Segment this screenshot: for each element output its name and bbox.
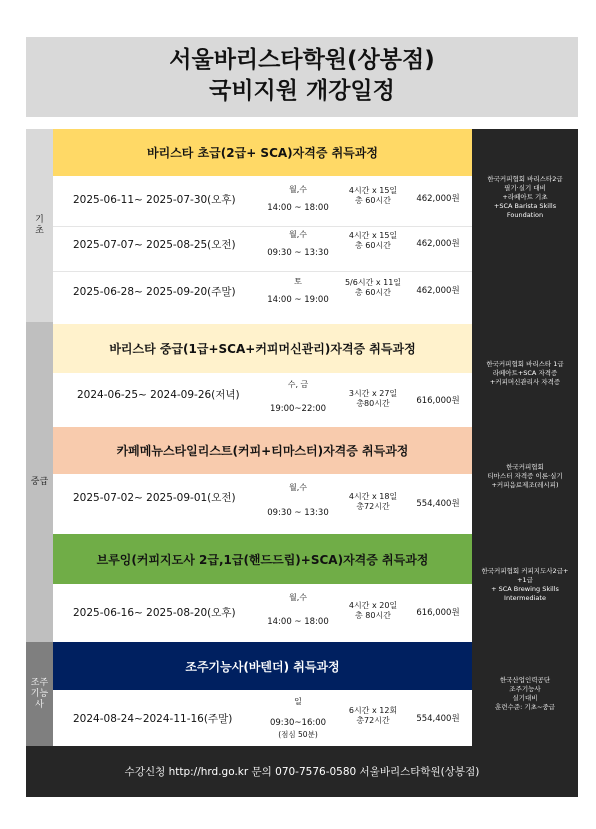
session-time: 09:30 ~ 13:30 xyxy=(267,508,329,518)
description-line: +커피머신관리사 자격증 xyxy=(489,378,561,386)
description-line: +SCA Barista Skills xyxy=(493,202,557,210)
session-days: 월,수 xyxy=(289,185,307,194)
session-days: 일 xyxy=(294,697,302,706)
description-line: +커피음료제조(레시피) xyxy=(491,481,559,489)
description-line: 실기대비 xyxy=(512,694,538,702)
session-price: 462,000원 xyxy=(416,239,460,249)
session-hours-total: 총80시간 xyxy=(356,399,390,408)
session-dates: 2024-06-25~ 2024-09-26(저녁) xyxy=(77,389,240,401)
session-dates: 2024-08-24~2024-11-16(주말) xyxy=(73,713,233,725)
session-hours-total: 총 60시간 xyxy=(355,288,391,297)
course-title: 조주기능사(바텐더) 취득과정 xyxy=(185,659,340,674)
category-intermediate-label: 중급 xyxy=(30,476,49,487)
session-row xyxy=(53,584,472,634)
course-title: 브루잉(커피지도사 2급,1급(핸드드립)+SCA)자격증 취득과정 xyxy=(96,552,429,567)
course-header-barista-basic xyxy=(53,129,472,176)
description-line: 라떼아트+SCA 자격증 xyxy=(492,369,558,377)
session-hours xyxy=(333,492,413,512)
course-title: 카페메뉴스타일리스트(커피+티마스터)자격증 취득과정 xyxy=(116,444,409,458)
session-hours-detail: 4시간 x 15일 xyxy=(348,186,398,195)
category-bartender-line: 조주 xyxy=(30,677,49,688)
description-line: 티마스터 자격증 이론·실기 xyxy=(487,472,563,480)
course-header-bartender xyxy=(53,642,472,690)
session-hours-detail: 3시간 x 27일 xyxy=(348,389,398,398)
session-time: 14:00 ~ 18:00 xyxy=(267,203,329,213)
course-header-barista-intermediate xyxy=(53,324,472,373)
course-description-panel xyxy=(472,129,578,322)
session-time: 14:00 ~ 19:00 xyxy=(267,295,329,305)
session-price: 554,400원 xyxy=(416,499,460,509)
session-price: 462,000원 xyxy=(416,194,460,204)
course-description-panel xyxy=(472,427,578,533)
session-days: 수, 금 xyxy=(287,380,309,389)
session-hours-total: 총 60시간 xyxy=(355,241,391,250)
session-time-range: 09:30~16:00 xyxy=(269,718,327,728)
category-basic xyxy=(26,129,53,322)
session-row xyxy=(53,223,472,273)
session-days: 월,수 xyxy=(289,483,307,492)
category-bartender-line: 사 xyxy=(35,699,44,710)
session-price: 616,000원 xyxy=(416,396,460,406)
session-time xyxy=(258,718,338,740)
category-basic-char: 기 xyxy=(35,214,44,225)
description-line: 한국커피협회 xyxy=(506,463,544,471)
session-hours xyxy=(333,601,413,621)
description-line: + SCA Brewing Skills xyxy=(491,585,559,593)
session-row xyxy=(53,690,472,746)
session-hours xyxy=(333,186,413,206)
session-row xyxy=(53,373,472,423)
description-line: 훈련수준: 기초~중급 xyxy=(495,703,555,711)
category-bartender-line: 기능 xyxy=(30,688,49,699)
session-row xyxy=(53,476,472,526)
description-line: 한국산업인력공단 xyxy=(499,676,551,684)
description-line: Foundation xyxy=(506,211,544,219)
session-price: 554,400원 xyxy=(416,714,460,724)
session-days: 토 xyxy=(294,277,302,286)
session-hours-detail: 4시간 x 20일 xyxy=(348,601,398,610)
description-line: +라떼아트 기초 xyxy=(502,193,548,201)
category-basic-char: 초 xyxy=(35,225,44,236)
description-line: 한국커피협회 바리스타2급 xyxy=(487,175,563,183)
title-banner xyxy=(26,37,578,117)
session-dates: 2025-06-11~ 2025-07-30(오후) xyxy=(73,194,236,206)
session-dates: 2025-07-07~ 2025-08-25(오전) xyxy=(73,239,236,251)
description-line: 한국커피협회 커피지도사2급+ xyxy=(481,567,569,575)
footer-contact-bar xyxy=(26,746,578,797)
session-hours-total: 총72시간 xyxy=(356,716,390,725)
course-title: 바리스타 중급(1급+SCA+커피머신관리)자격증 취득과정 xyxy=(109,342,416,356)
session-time: 09:30 ~ 13:30 xyxy=(267,248,329,258)
session-days: 월,수 xyxy=(289,593,307,602)
session-hours-total: 총 80시간 xyxy=(355,611,391,620)
session-time: 14:00 ~ 18:00 xyxy=(267,617,329,627)
session-days: 월,수 xyxy=(289,230,307,239)
page-subtitle: 국비지원 개강일정 xyxy=(209,78,395,104)
course-description-panel xyxy=(472,533,578,642)
session-hours xyxy=(333,389,413,409)
session-hours xyxy=(333,231,413,251)
course-description-panel xyxy=(472,322,578,427)
session-lunch-note: (점심 50분) xyxy=(278,730,318,739)
category-intermediate xyxy=(26,322,53,642)
session-row xyxy=(53,270,472,320)
description-line: 필기·실기 대비 xyxy=(504,184,546,192)
footer-text: 수강신청 http://hrd.go.kr 문의 070-7576-0580 서울바리스타학원(상봉점) xyxy=(124,766,480,778)
session-row xyxy=(53,178,472,228)
session-hours xyxy=(333,706,413,726)
course-title: 바리스타 초급(2급+ SCA)자격증 취득과정 xyxy=(147,146,378,160)
session-dates: 2025-06-16~ 2025-08-20(오후) xyxy=(73,607,236,619)
session-hours-detail: 4시간 x 18일 xyxy=(348,492,398,501)
session-time: 19:00~22:00 xyxy=(269,404,327,414)
session-price: 462,000원 xyxy=(416,286,460,296)
session-hours-detail: 5/6시간 x 11일 xyxy=(344,278,402,287)
course-header-cafe-menu-stylist xyxy=(53,427,472,474)
session-hours-total: 총72시간 xyxy=(356,502,390,511)
session-dates: 2025-07-02~ 2025-09-01(오전) xyxy=(73,492,236,504)
page-title: 서울바리스타학원(상봉점) xyxy=(169,47,435,73)
course-description-panel xyxy=(472,642,578,746)
session-hours-detail: 6시간 x 12회 xyxy=(348,706,398,715)
course-header-brewing xyxy=(53,534,472,584)
session-hours-detail: 4시간 x 15일 xyxy=(348,231,398,240)
description-line: 한국커피협회 바리스타 1급 xyxy=(486,360,564,368)
session-hours-total: 총 60시간 xyxy=(355,196,391,205)
session-dates: 2025-06-28~ 2025-09-20(주말) xyxy=(73,286,236,298)
category-bartender xyxy=(26,642,53,746)
description-line: 조주기능사 xyxy=(509,685,541,693)
description-line: Intermediate xyxy=(504,594,546,602)
session-price: 616,000원 xyxy=(416,608,460,618)
description-line: +1급 xyxy=(517,576,533,584)
session-hours xyxy=(333,278,413,298)
